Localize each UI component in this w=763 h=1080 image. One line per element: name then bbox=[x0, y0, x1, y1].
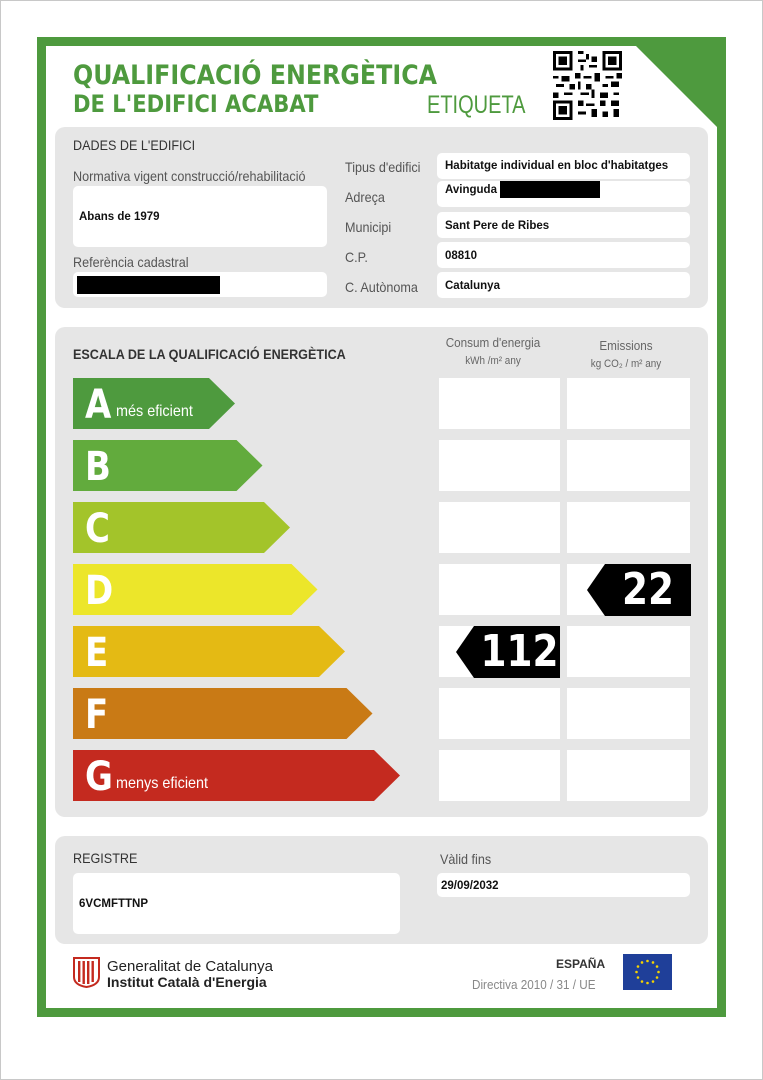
qr-code-icon[interactable] bbox=[553, 51, 622, 120]
cp-value: 08810 bbox=[445, 250, 477, 262]
class-letter: E bbox=[85, 630, 109, 676]
class-letter: D bbox=[85, 568, 114, 614]
class-letter: A bbox=[85, 382, 112, 428]
emissions-cell-b bbox=[567, 440, 690, 491]
municipi-value: Sant Pere de Ribes bbox=[445, 220, 550, 232]
valid-value: 29/09/2032 bbox=[441, 880, 499, 892]
class-caption: més eficient bbox=[116, 403, 193, 420]
generalitat-logo-icon bbox=[73, 957, 100, 988]
class-letter: B bbox=[85, 444, 111, 490]
label-type: ETIQUETA bbox=[427, 91, 526, 119]
institute-name: Institut Català d'Energia bbox=[107, 974, 267, 990]
class-bar-a bbox=[73, 378, 235, 429]
class-bar-g bbox=[73, 750, 400, 801]
class-letter: G bbox=[85, 754, 113, 800]
tipus-label: Tipus d'edifici bbox=[345, 159, 421, 175]
normativa-label: Normativa vigent construcció/rehabilitació bbox=[73, 168, 306, 184]
emissions-unit: kg CO₂ / m² any bbox=[590, 358, 662, 370]
consum-cell-b bbox=[439, 440, 560, 491]
autonoma-value: Catalunya bbox=[445, 280, 500, 292]
emissions-cell-e bbox=[567, 626, 690, 677]
normativa-value: Abans de 1979 bbox=[79, 211, 160, 223]
adreca-redaction bbox=[500, 181, 600, 198]
adreca-label: Adreça bbox=[345, 189, 385, 205]
scale-title: ESCALA DE LA QUALIFICACIÓ ENERGÈTICA bbox=[73, 346, 346, 362]
referencia-label: Referència cadastral bbox=[73, 254, 189, 270]
class-bar-c bbox=[73, 502, 290, 553]
autonoma-label: C. Autònoma bbox=[345, 279, 418, 295]
cp-label: C.P. bbox=[345, 249, 368, 265]
country-name: ESPAÑA bbox=[556, 957, 606, 971]
class-letter: F bbox=[85, 692, 109, 738]
eu-flag-icon bbox=[623, 954, 672, 990]
consum-cell-c bbox=[439, 502, 560, 553]
class-bar-f bbox=[73, 688, 373, 739]
consum-header: Consum d'energia bbox=[445, 335, 541, 350]
consum-marker bbox=[456, 626, 560, 678]
emissions-cell-c bbox=[567, 502, 690, 553]
org-name: Generalitat de Catalunya bbox=[107, 958, 273, 975]
valid-label: Vàlid fins bbox=[440, 851, 492, 867]
consum-marker-value: 112 bbox=[480, 626, 559, 677]
class-bar-d bbox=[73, 564, 318, 615]
emissions-header: Emissions bbox=[599, 338, 653, 353]
class-letter: C bbox=[85, 506, 110, 552]
emissions-marker bbox=[587, 564, 691, 616]
title-line-2: DE L'EDIFICI ACABAT bbox=[73, 90, 319, 118]
consum-unit: kWh /m² any bbox=[465, 355, 521, 367]
emissions-marker-value: 22 bbox=[621, 564, 675, 615]
class-caption: menys eficient bbox=[116, 775, 209, 792]
class-bar-b bbox=[73, 440, 263, 491]
emissions-cell-a bbox=[567, 378, 690, 429]
emissions-cell-f bbox=[567, 688, 690, 739]
consum-cell-a bbox=[439, 378, 560, 429]
directive-text: Directiva 2010 / 31 / UE bbox=[472, 977, 596, 992]
class-bar-e bbox=[73, 626, 345, 677]
registre-label: REGISTRE bbox=[73, 850, 138, 866]
title-line-1: QUALIFICACIÓ ENERGÈTICA bbox=[73, 60, 438, 91]
consum-cell-f bbox=[439, 688, 560, 739]
referencia-redaction bbox=[77, 276, 220, 294]
tipus-value: Habitatge individual en bloc d'habitatges bbox=[445, 160, 669, 172]
consum-cell-d bbox=[439, 564, 560, 615]
municipi-label: Municipi bbox=[345, 219, 392, 235]
emissions-cell-g bbox=[567, 750, 690, 801]
adreca-value: Avinguda bbox=[445, 184, 497, 196]
building-section-title: DADES DE L'EDIFICI bbox=[73, 137, 196, 153]
registre-value: 6VCMFTTNP bbox=[79, 898, 148, 910]
consum-cell-g bbox=[439, 750, 560, 801]
